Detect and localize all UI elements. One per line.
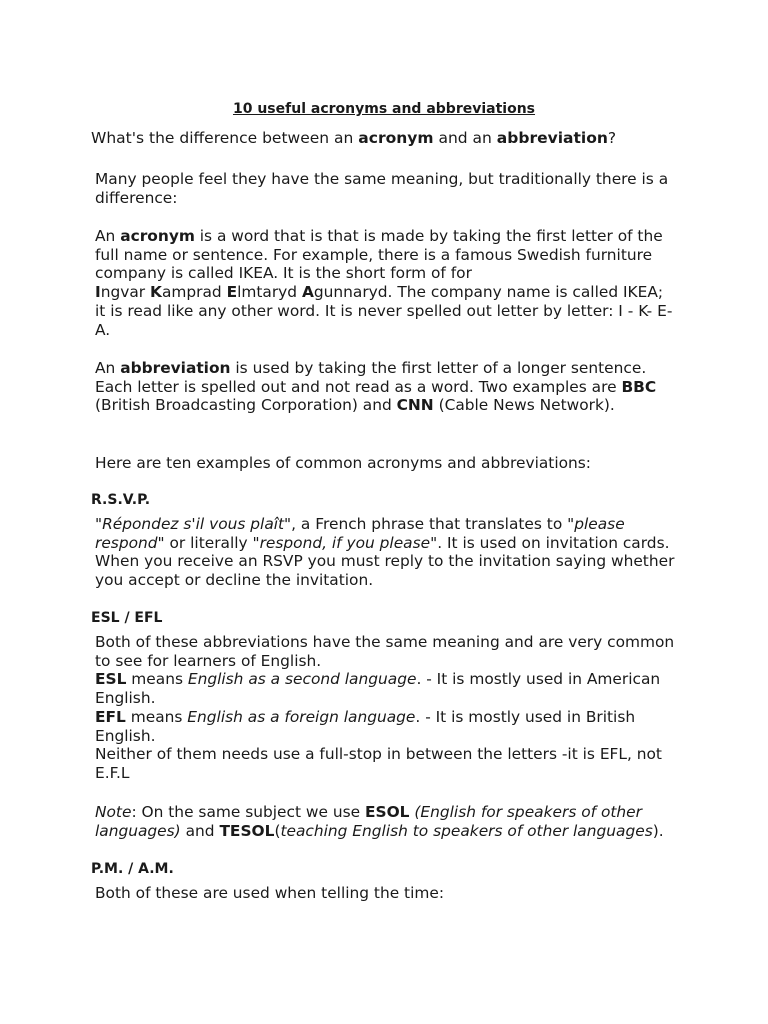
paragraph-pm-am: Both of these are used when telling the time:	[95, 884, 445, 902]
abbreviation-term: abbreviation	[496, 129, 608, 147]
paragraph-examples-intro: Here are ten examples of common acronyms and abbreviations:	[95, 454, 591, 472]
paragraph-esl-efl	[95, 633, 675, 783]
text-run: An	[95, 359, 121, 377]
text-run: . - It is mostly used in British English.	[95, 707, 636, 745]
esl-definition	[95, 670, 675, 707]
text-run: is used by taking the first letter of a longer sentence. Each letter is spelled out and not read as a word. Two examples are	[95, 359, 647, 396]
full-stop-note: Neither of them needs use a full-stop in between the letters -it is EFL, not E.F.L	[95, 745, 662, 782]
text-run: and	[180, 821, 220, 840]
intro-text: and an	[433, 129, 497, 147]
text-run: . The company name is called IKEA; it is read like any other word. It is never spelled out letter by letter: I - K- E- A.	[95, 283, 673, 339]
page-title: 10 useful acronyms and abbreviations	[232, 101, 536, 117]
text-run: , a French phrase that translates to	[291, 515, 568, 533]
esl-term: ESL	[95, 670, 127, 689]
translation: "please respond"	[95, 515, 625, 552]
initial-letter: A	[301, 283, 314, 302]
text-run: . It is used on invitation cards. When you receive an RSVP you must reply to the invitation saying whether you accept or decline the invitation.	[95, 533, 675, 590]
heading-esl-efl: ESL / EFL	[91, 610, 163, 626]
paragraph-rsvp	[95, 515, 675, 590]
text-run: amprad	[161, 283, 227, 302]
efl-term: EFL	[95, 707, 126, 726]
text-run: (	[274, 821, 281, 840]
intro-question	[91, 129, 616, 147]
text-run: . - It is mostly used in American English.	[95, 670, 661, 708]
tesol-meaning: teaching English to speakers of other languages	[280, 821, 653, 840]
initial-letter: I	[95, 283, 101, 302]
text-run: ngvar	[100, 283, 151, 302]
text-run: or literally	[164, 533, 253, 552]
french-phrase: "Répondez s'il vous plaît"	[95, 515, 292, 533]
text-run: lmtaryd	[237, 283, 302, 302]
paragraph-meaning: Many people feel they have the same meaning, but traditionally there is a difference:	[95, 170, 669, 207]
initial-letter: E	[226, 283, 238, 302]
text-run: means	[126, 670, 188, 689]
text-run: means	[125, 707, 188, 726]
efl-meaning: English as a foreign language	[187, 707, 416, 726]
intro-text: What's the difference between an	[91, 129, 359, 147]
intro-text: ?	[607, 129, 617, 147]
abbreviation-term: abbreviation	[120, 359, 231, 377]
text-run: gunnaryd	[313, 283, 388, 302]
text-run: ).	[652, 821, 664, 840]
initial-letter: K	[150, 283, 162, 302]
bbc-term: BBC	[621, 377, 657, 396]
tesol-term: TESOL	[219, 821, 275, 840]
paragraph-abbreviation-definition	[95, 359, 675, 415]
text-run: (British Broadcasting Corporation) and	[95, 396, 397, 415]
note-label: Note	[95, 803, 132, 821]
heading-pm-am: P.M. / A.M.	[91, 861, 174, 877]
esol-meaning: (English for speakers of other languages)	[95, 803, 642, 840]
cnn-term: CNN	[396, 396, 434, 415]
paragraph-acronym-definition	[95, 227, 675, 339]
paragraph-note	[95, 803, 675, 840]
acronym-term: acronym	[120, 227, 195, 245]
esol-term: ESOL	[365, 803, 410, 821]
text-run: : On the same subject we use	[131, 803, 365, 821]
efl-definition	[95, 708, 675, 745]
text-run: An	[95, 227, 121, 245]
text-run: is a word that is that is made by taking the first letter of the full name or sentence. For example, there is a famous Swedish furniture company is called IKEA. It is the short form of for	[95, 227, 663, 283]
text-run: (Cable News Network).	[433, 396, 615, 415]
heading-rsvp: R.S.V.P.	[91, 492, 151, 508]
literal-translation: "respond, if you please"	[252, 533, 438, 552]
esl-efl-intro: Both of these abbreviations have the same meaning and are very common to see for learners of English.	[95, 633, 675, 670]
acronym-term: acronym	[358, 129, 434, 147]
esl-meaning: English as a second language	[187, 670, 417, 689]
